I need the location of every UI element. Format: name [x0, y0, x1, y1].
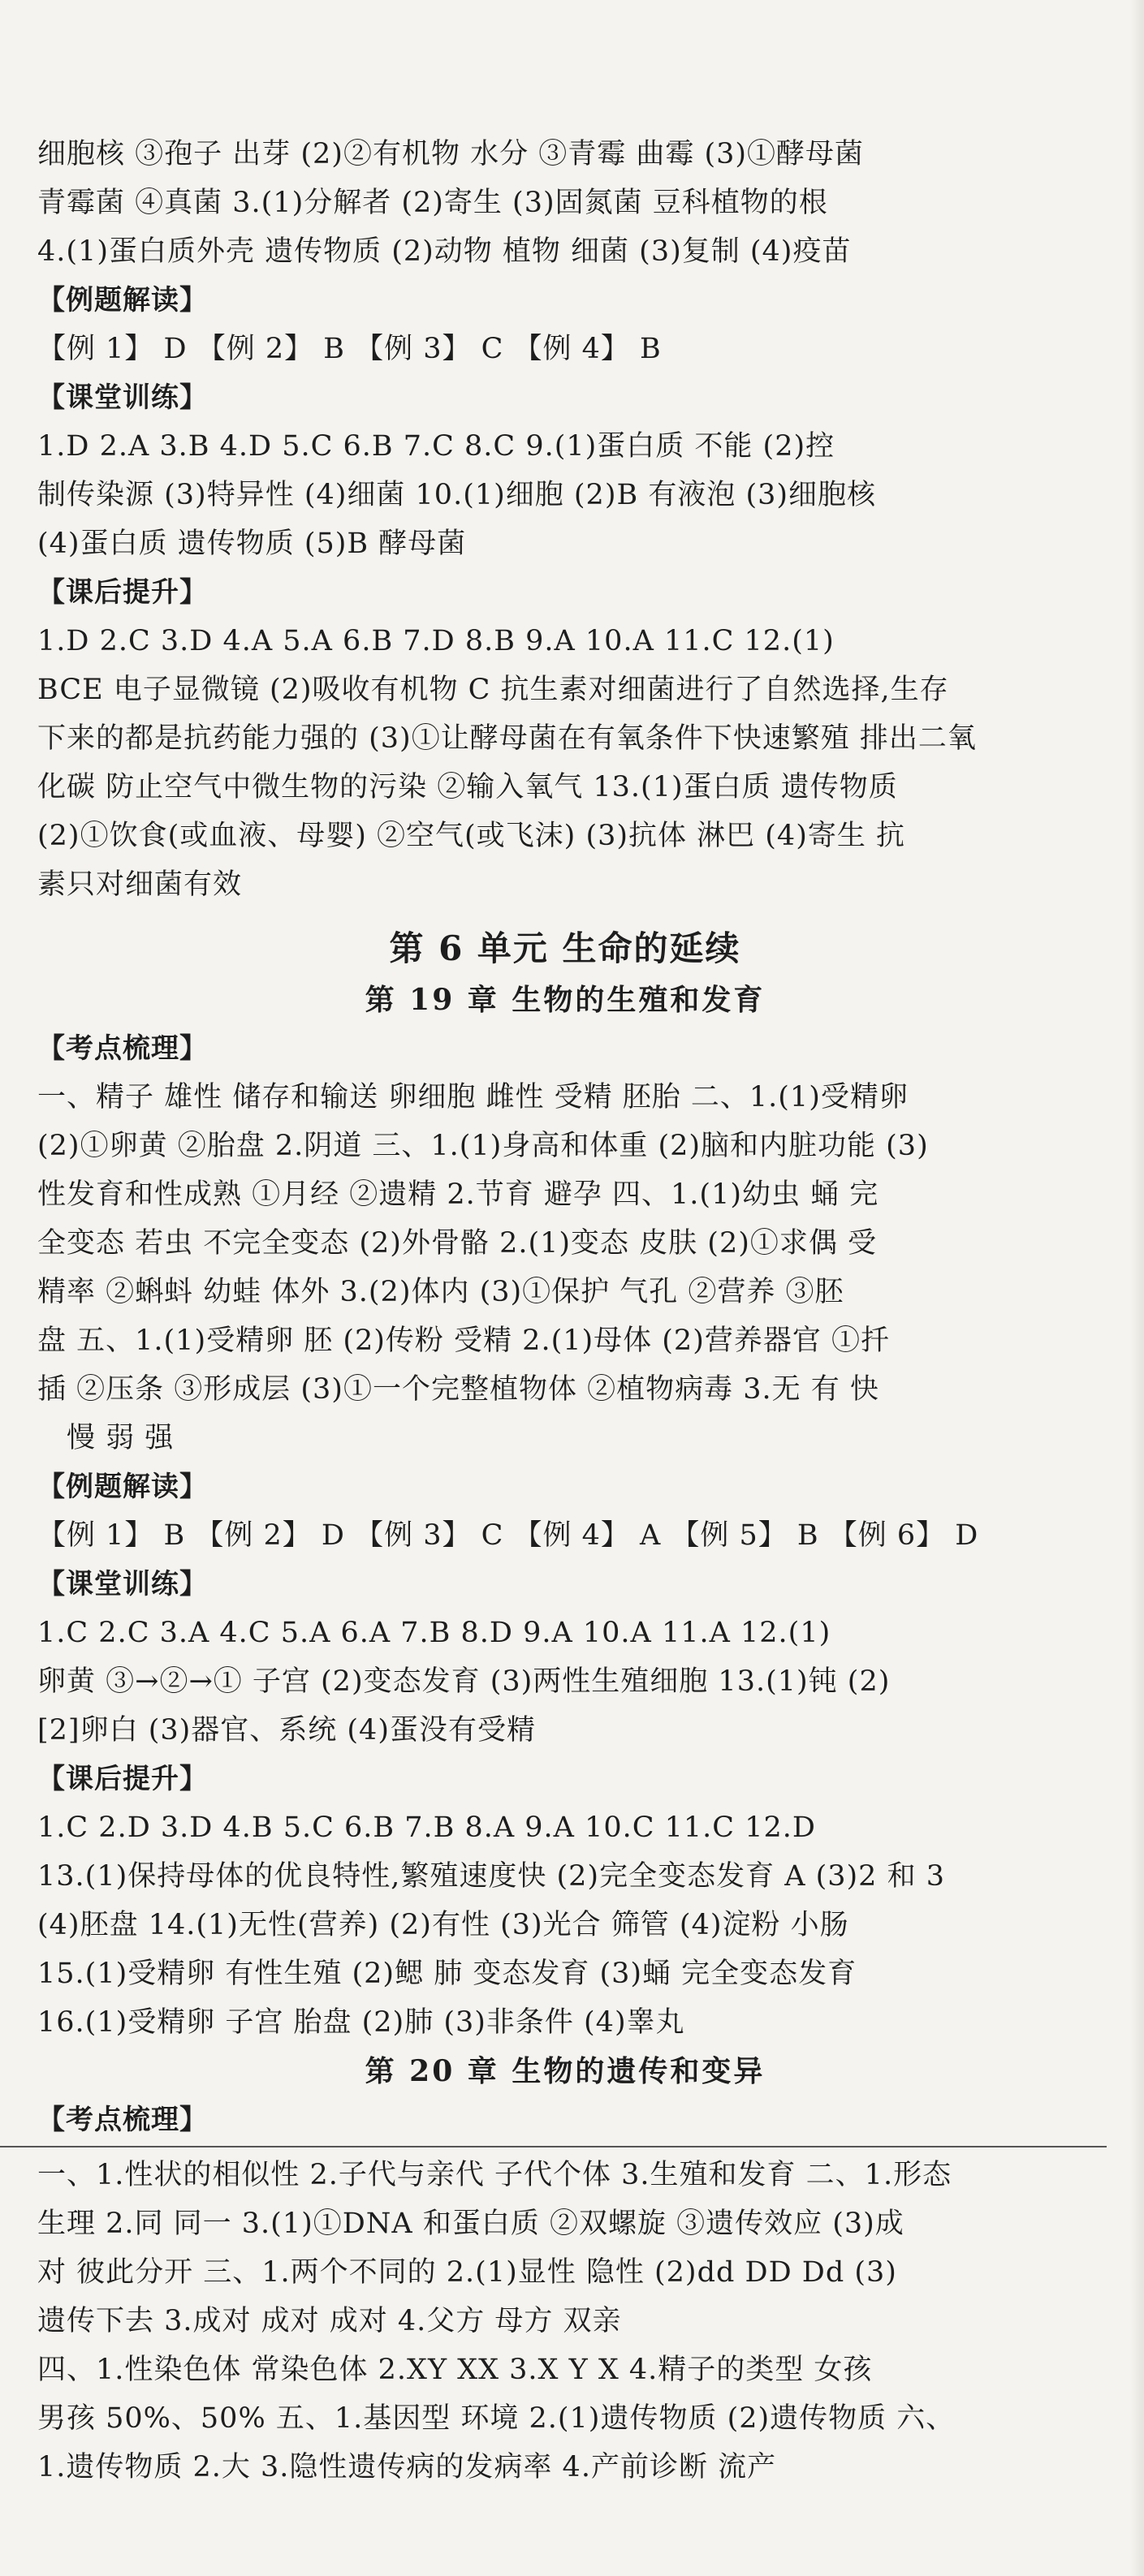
text-line: 1.D 2.C 3.D 4.A 5.A 6.B 7.D 8.B 9.A 10.A 11.C 12.(1): [37, 625, 835, 657]
text-line: (4)蛋白质 遗传物质 (5)B 酵母菌: [37, 528, 467, 560]
section-header: 【课堂训练】: [37, 1568, 208, 1600]
text-line: 16.(1)受精卵 子宫 胎盘 (2)肺 (3)非条件 (4)睾丸: [37, 2006, 685, 2039]
divider: [0, 2146, 1107, 2147]
chapter-title: 第 19 章 生物的生殖和发育: [365, 983, 766, 1017]
text-line: 【例 1】 D 【例 2】 B 【例 3】 C 【例 4】 B: [37, 333, 662, 365]
section-header: 【课后提升】: [37, 576, 208, 609]
text-line: 盘 五、1.(1)受精卵 胚 (2)传粉 受精 2.(1)母体 (2)营养器官 ①扦: [37, 1325, 890, 1357]
unit-title: 第 6 单元 生命的延续: [389, 928, 741, 968]
text-line: 精率 ②蝌蚪 幼蛙 体外 3.(2)体内 (3)①保护 气孔 ②营养 ③胚: [37, 1276, 844, 1308]
section-header: 【例题解读】: [37, 284, 208, 317]
text-line: 男孩 50%、50% 五、1.基因型 环境 2.(1)遗传物质 (2)遗传物质 六、: [37, 2402, 956, 2435]
section-header: 【课堂训练】: [37, 381, 208, 414]
page-edge-shadow: [1131, 0, 1144, 2576]
section-header: 【考点梳理】: [37, 2104, 208, 2136]
text-line: 1.D 2.A 3.B 4.D 5.C 6.B 7.C 8.C 9.(1)蛋白质 不能 (2)控: [37, 430, 835, 463]
text-line: 1.C 2.D 3.D 4.B 5.C 6.B 7.B 8.A 9.A 10.C 11.C 12.D: [37, 1811, 816, 1844]
text-line: (4)胚盘 14.(1)无性(营养) (2)有性 (3)光合 筛管 (4)淀粉 小肠: [37, 1909, 849, 1941]
text-line: 1.C 2.C 3.A 4.C 5.A 6.A 7.B 8.D 9.A 10.A 11.A 12.(1): [37, 1617, 831, 1649]
text-line: 下来的都是抗药能力强的 (3)①让酵母菌在有氧条件下快速繁殖 排出二氧: [37, 722, 977, 755]
chapter-title: 第 20 章 生物的遗传和变异: [365, 2054, 766, 2088]
text-line: 细胞核 ③孢子 出芽 (2)②有机物 水分 ③青霉 曲霉 (3)①酵母菌: [37, 138, 865, 170]
section-header: 【课后提升】: [37, 1763, 208, 1795]
text-line: 全变态 若虫 不完全变态 (2)外骨骼 2.(1)变态 皮肤 (2)①求偶 受: [37, 1227, 878, 1260]
section-header: 【考点梳理】: [37, 1032, 208, 1065]
text-line: 性发育和性成熟 ①月经 ②遗精 2.节育 避孕 四、1.(1)幼虫 蛹 完: [37, 1178, 879, 1211]
text-line: (2)①卵黄 ②胎盘 2.阴道 三、1.(1)身高和体重 (2)脑和内脏功能 (3): [37, 1130, 929, 1162]
text-line: 生理 2.同 同一 3.(1)①DNA 和蛋白质 ②双螺旋 ③遗传效应 (3)成: [37, 2208, 904, 2240]
text-line: 【例 1】 B 【例 2】 D 【例 3】 C 【例 4】 A 【例 5】 B 【例 6】 D: [37, 1519, 979, 1552]
text-line: 慢 弱 强: [67, 1422, 175, 1454]
text-line: 制传染源 (3)特异性 (4)细菌 10.(1)细胞 (2)B 有液泡 (3)细胞核: [37, 479, 877, 511]
text-line: 15.(1)受精卵 有性生殖 (2)鳃 肺 变态发育 (3)蛹 完全变态发育: [37, 1958, 857, 1990]
text-line: (2)①饮食(或血液、母婴) ②空气(或飞沫) (3)抗体 淋巴 (4)寄生 抗: [37, 820, 905, 852]
text-line: 13.(1)保持母体的优良特性,繁殖速度快 (2)完全变态发育 A (3)2 和 3: [37, 1860, 945, 1893]
text-line: 插 ②压条 ③形成层 (3)①一个完整植物体 ②植物病毒 3.无 有 快: [37, 1373, 879, 1406]
text-line: 一、精子 雄性 储存和输送 卵细胞 雌性 受精 胚胎 二、1.(1)受精卵: [37, 1081, 909, 1114]
text-line: 1.遗传物质 2.大 3.隐性遗传病的发病率 4.产前诊断 流产: [37, 2451, 777, 2483]
text-line: 素只对细菌有效: [37, 868, 243, 901]
text-line: 一、1.性状的相似性 2.子代与亲代 子代个体 3.生殖和发育 二、1.形态: [37, 2159, 952, 2191]
text-line: [2]卵白 (3)器官、系统 (4)蛋没有受精: [37, 1714, 536, 1747]
text-line: 对 彼此分开 三、1.两个不同的 2.(1)显性 隐性 (2)dd DD Dd (3): [37, 2256, 897, 2289]
text-line: 化碳 防止空气中微生物的污染 ②输入氧气 13.(1)蛋白质 遗传物质: [37, 771, 898, 803]
text-line: 4.(1)蛋白质外壳 遗传物质 (2)动物 植物 细菌 (3)复制 (4)疫苗: [37, 235, 852, 268]
section-header: 【例题解读】: [37, 1471, 208, 1503]
text-line: 四、1.性染色体 常染色体 2.XY XX 3.X Y X 4.精子的类型 女孩: [37, 2354, 873, 2386]
text-line: 青霉菌 ④真菌 3.(1)分解者 (2)寄生 (3)固氮菌 豆科植物的根: [37, 187, 828, 219]
text-line: BCE 电子显微镜 (2)吸收有机物 C 抗生素对细菌进行了自然选择,生存: [37, 674, 949, 706]
text-line: 遗传下去 3.成对 成对 成对 4.父方 母方 双亲: [37, 2305, 622, 2337]
text-line: 卵黄 ③→②→① 子宫 (2)变态发育 (3)两性生殖细胞 13.(1)钝 (2): [37, 1665, 891, 1698]
